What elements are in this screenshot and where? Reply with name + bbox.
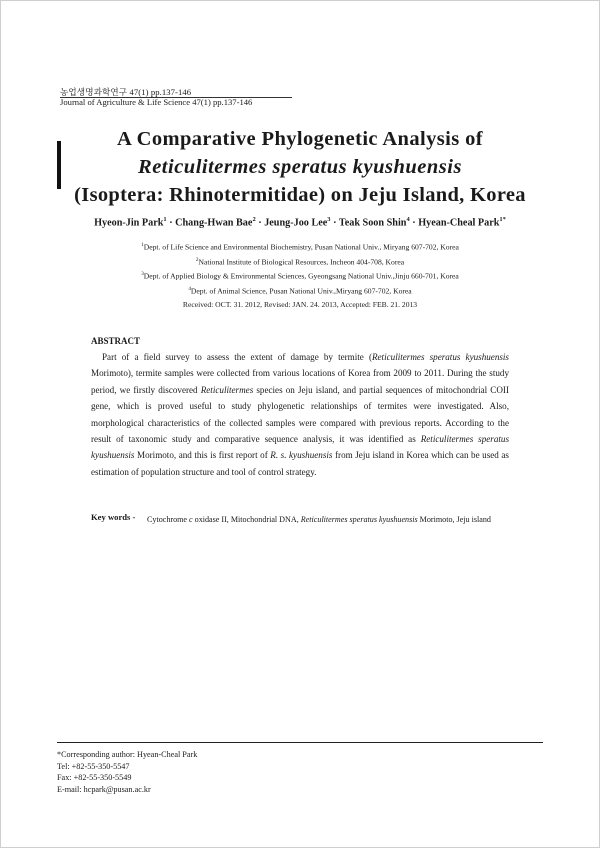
abstract-text: from Jeju island in Korea which can be used as estimation of population structure and tool of control strategy.	[91, 450, 509, 477]
author-separator: ·	[330, 217, 339, 229]
keyword-text: Morimoto, Jeju island	[417, 515, 491, 524]
title-line-3: (Isoptera: Rhinotermitidae) on Jeju Island, Korea	[74, 184, 526, 206]
abstract-body	[91, 349, 509, 480]
species-abbrev: R. s. kyushuensis	[270, 450, 333, 461]
phone-number: Tel: +82-55-350-5547	[57, 761, 130, 771]
author-name: Hyean-Cheal Park	[418, 217, 500, 229]
author-separator: ·	[166, 217, 176, 229]
author-affil-mark: 1	[163, 216, 167, 223]
corresponding-author: *Corresponding author: Hyean-Cheal Park	[57, 750, 198, 759]
keywords-label: Key words -	[91, 512, 136, 522]
author-separator: ·	[255, 217, 265, 229]
affiliation-text: Dept. of Applied Biology & Environmental Sciences, Gyeongsang National Univ.,Jinju 660-701, Korea	[143, 271, 459, 281]
journal-english-header: Journal of Agriculture & Life Science 47(1) pp.137-146	[60, 97, 253, 107]
author-list	[0, 216, 600, 228]
keywords-text	[147, 512, 509, 528]
received-dates: Received: OCT. 31. 2012, Revised: JAN. 24. 2013, Accepted: FEB. 21. 2013	[182, 299, 418, 309]
affiliation-mark: 1	[141, 242, 144, 248]
affiliation-mark: 2	[195, 256, 199, 263]
affiliation-line	[0, 268, 600, 283]
author-name: Jeung-Joo Lee	[264, 217, 328, 229]
author-affil-mark: 2	[252, 216, 256, 223]
genus-name: Reticulitermes	[200, 384, 254, 395]
affiliation-text: Dept. of Animal Science, Pusan National Univ.,Miryang 607-702, Korea	[190, 286, 412, 296]
author-affil-mark: 3	[327, 216, 331, 223]
footnote-block	[57, 749, 197, 795]
page-border-top	[0, 0, 600, 1]
affiliation-line	[0, 283, 600, 298]
author-separator: ·	[409, 217, 419, 229]
affiliation-mark: 3	[141, 271, 144, 278]
author-name: Chang-Hwan Bae	[175, 217, 253, 229]
abstract-paragraph	[91, 349, 509, 480]
affiliation-line	[0, 239, 600, 254]
title-line-2: Reticulitermes speratus kyushuensis	[138, 156, 462, 178]
abstract-text: species on Jeju island, and partial sequences of mitochondrial COII gene, which is proved useful to study phylogenetic relationships of termites were investigated. Also, morphological characteristics of the collected samples were compared with previous reports. According to the result of taxonomic study and comparative sequence analysis, it was identified as	[91, 384, 509, 445]
abstract-text: Morimoto, and this is first report of	[134, 450, 271, 461]
species-name: Reticulitermes speratus kyushuensis	[371, 352, 509, 362]
email-address: E-mail: hcpark@pusan.ac.kr	[57, 784, 151, 794]
journal-korean-header: 농업생명과학연구 47(1) pp.137-146	[60, 87, 192, 97]
abstract-text: Part of a field survey to assess the extent of damage by termite (	[102, 352, 372, 362]
keyword-italic: c	[189, 515, 193, 524]
title-line-1: A Comparative Phylogenetic Analysis of	[117, 128, 483, 150]
species-name: Reticulitermes speratus kyushuensis	[91, 434, 509, 461]
affiliation-text: Dept. of Life Science and Environmental Biochemistry, Pusan National Univ., Miryang 607-702, Korea	[143, 242, 459, 252]
footnote-rule	[57, 742, 543, 743]
author-affil-mark: 1*	[499, 216, 506, 223]
abstract-heading: ABSTRACT	[91, 336, 141, 346]
fax-number: Fax: +82-55-350-5549	[57, 773, 132, 783]
keyword-species: Reticulitermes speratus kyushuensis	[300, 515, 418, 524]
affiliation-text: National Institute of Biological Resources, Incheon 404-708, Korea	[198, 257, 405, 267]
affiliation-line	[0, 254, 600, 269]
keyword-text: oxidase II, Mitochondrial DNA,	[192, 515, 301, 524]
keyword-text: Cytochrome	[147, 515, 190, 524]
author-name: Hyeon-Jin Park	[94, 217, 164, 229]
author-affil-mark: 4	[406, 216, 410, 223]
affiliation-mark: 4	[188, 285, 191, 292]
paper-title	[0, 126, 600, 210]
abstract-text: Morimoto), termite samples were collected from various locations of Korea from 2009 to 2011. During the study period, we firstly discovered	[91, 368, 509, 395]
author-name: Teak Soon Shin	[338, 217, 407, 229]
affiliation-list	[0, 239, 600, 311]
